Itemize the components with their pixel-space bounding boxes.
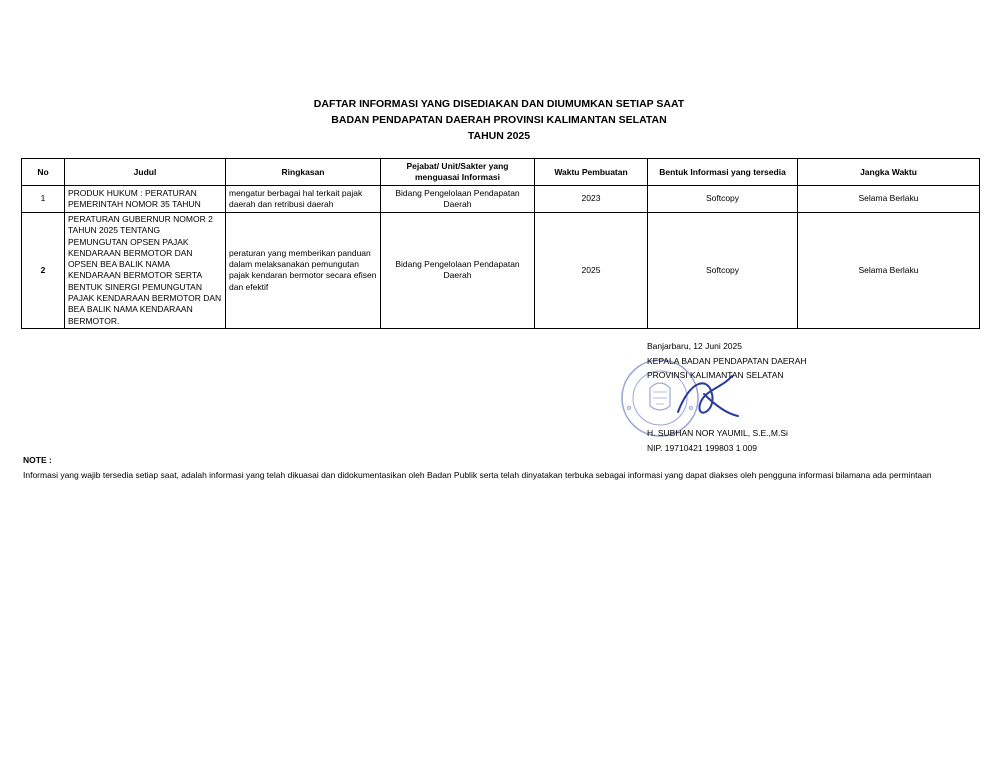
- column-header-waktu: Waktu Pembuatan: [535, 159, 648, 186]
- column-header-no: No: [22, 159, 65, 186]
- column-header-jangka: Jangka Waktu: [798, 159, 980, 186]
- signature-position-line2: PROVINSI KALIMANTAN SELATAN: [647, 370, 784, 380]
- cell-bentuk: Softcopy: [648, 186, 798, 213]
- cell-pejabat: Bidang Pengelolaan Pendapatan Daerah: [381, 213, 535, 329]
- document-title-year: TAHUN 2025: [467, 130, 531, 142]
- cell-waktu: 2023: [535, 186, 648, 213]
- cell-bentuk: Softcopy: [648, 213, 798, 329]
- table-row: [22, 186, 980, 213]
- document-title-line2: BADAN PENDAPATAN DAERAH PROVINSI KALIMANTAN SELATAN: [331, 114, 667, 126]
- cell-judul: PERATURAN GUBERNUR NOMOR 2 TAHUN 2025 TENTANG PEMUNGUTAN OPSEN PAJAK KENDARAAN BERMOTOR DAN OPSEN BEA BALIK NAMA KENDARAAN BERMOTOR SERTA BENTUK SINERGI PEMUNGUTAN PAJAK KENDARAAN BERMOTOR DAN BEA BALIK NAMA KENDARAAN BERMOTOR.: [65, 213, 226, 329]
- cell-judul: PRODUK HUKUM : PERATURAN PEMERINTAH NOMOR 35 TAHUN: [65, 186, 226, 213]
- table-row: [22, 213, 980, 329]
- column-header-bentuk: Bentuk Informasi yang tersedia: [648, 159, 798, 186]
- cell-no: 1: [22, 186, 65, 213]
- signature-position-line1: KEPALA BADAN PENDAPATAN DAERAH: [647, 356, 807, 366]
- table-header-row: [22, 159, 980, 186]
- signature-place-date: Banjarbaru, 12 Juni 2025: [647, 341, 742, 351]
- cell-waktu: 2025: [535, 213, 648, 329]
- cell-ringkasan: mengatur berbagai hal terkait pajak daerah dan retribusi daerah: [226, 186, 381, 213]
- note-heading: NOTE :: [23, 455, 52, 465]
- information-table: [21, 158, 980, 329]
- document-title-line1: DAFTAR INFORMASI YANG DISEDIAKAN DAN DIUMUMKAN SETIAP SAAT: [313, 98, 685, 110]
- column-header-ringkasan: Ringkasan: [226, 159, 381, 186]
- signatory-nip: NIP. 19710421 199803 1 009: [647, 443, 757, 453]
- signatory-name: H. SUBHAN NOR YAUMIL, S.E.,M.Si: [647, 428, 788, 438]
- cell-jangka: Selama Berlaku: [798, 213, 980, 329]
- cell-ringkasan: peraturan yang memberikan panduan dalam melaksanakan pemungutan pajak kendaran bermotor secara efisen dan efektif: [226, 213, 381, 329]
- cell-jangka: Selama Berlaku: [798, 186, 980, 213]
- column-header-judul: Judul: [65, 159, 226, 186]
- cell-pejabat: Bidang Pengelolaan Pendapatan Daerah: [381, 186, 535, 213]
- cell-no: 2: [22, 213, 65, 329]
- column-header-pejabat: Pejabat/ Unit/Sakter yang menguasai Informasi: [381, 159, 535, 186]
- note-text: Informasi yang wajib tersedia setiap saat, adalah informasi yang telah dikuasai dan didokumentasikan oleh Badan Publik serta telah dinyatakan terbuka sebagai informasi yang dapat diakses oleh pengguna informasi bilamana ada permintaan: [23, 470, 932, 480]
